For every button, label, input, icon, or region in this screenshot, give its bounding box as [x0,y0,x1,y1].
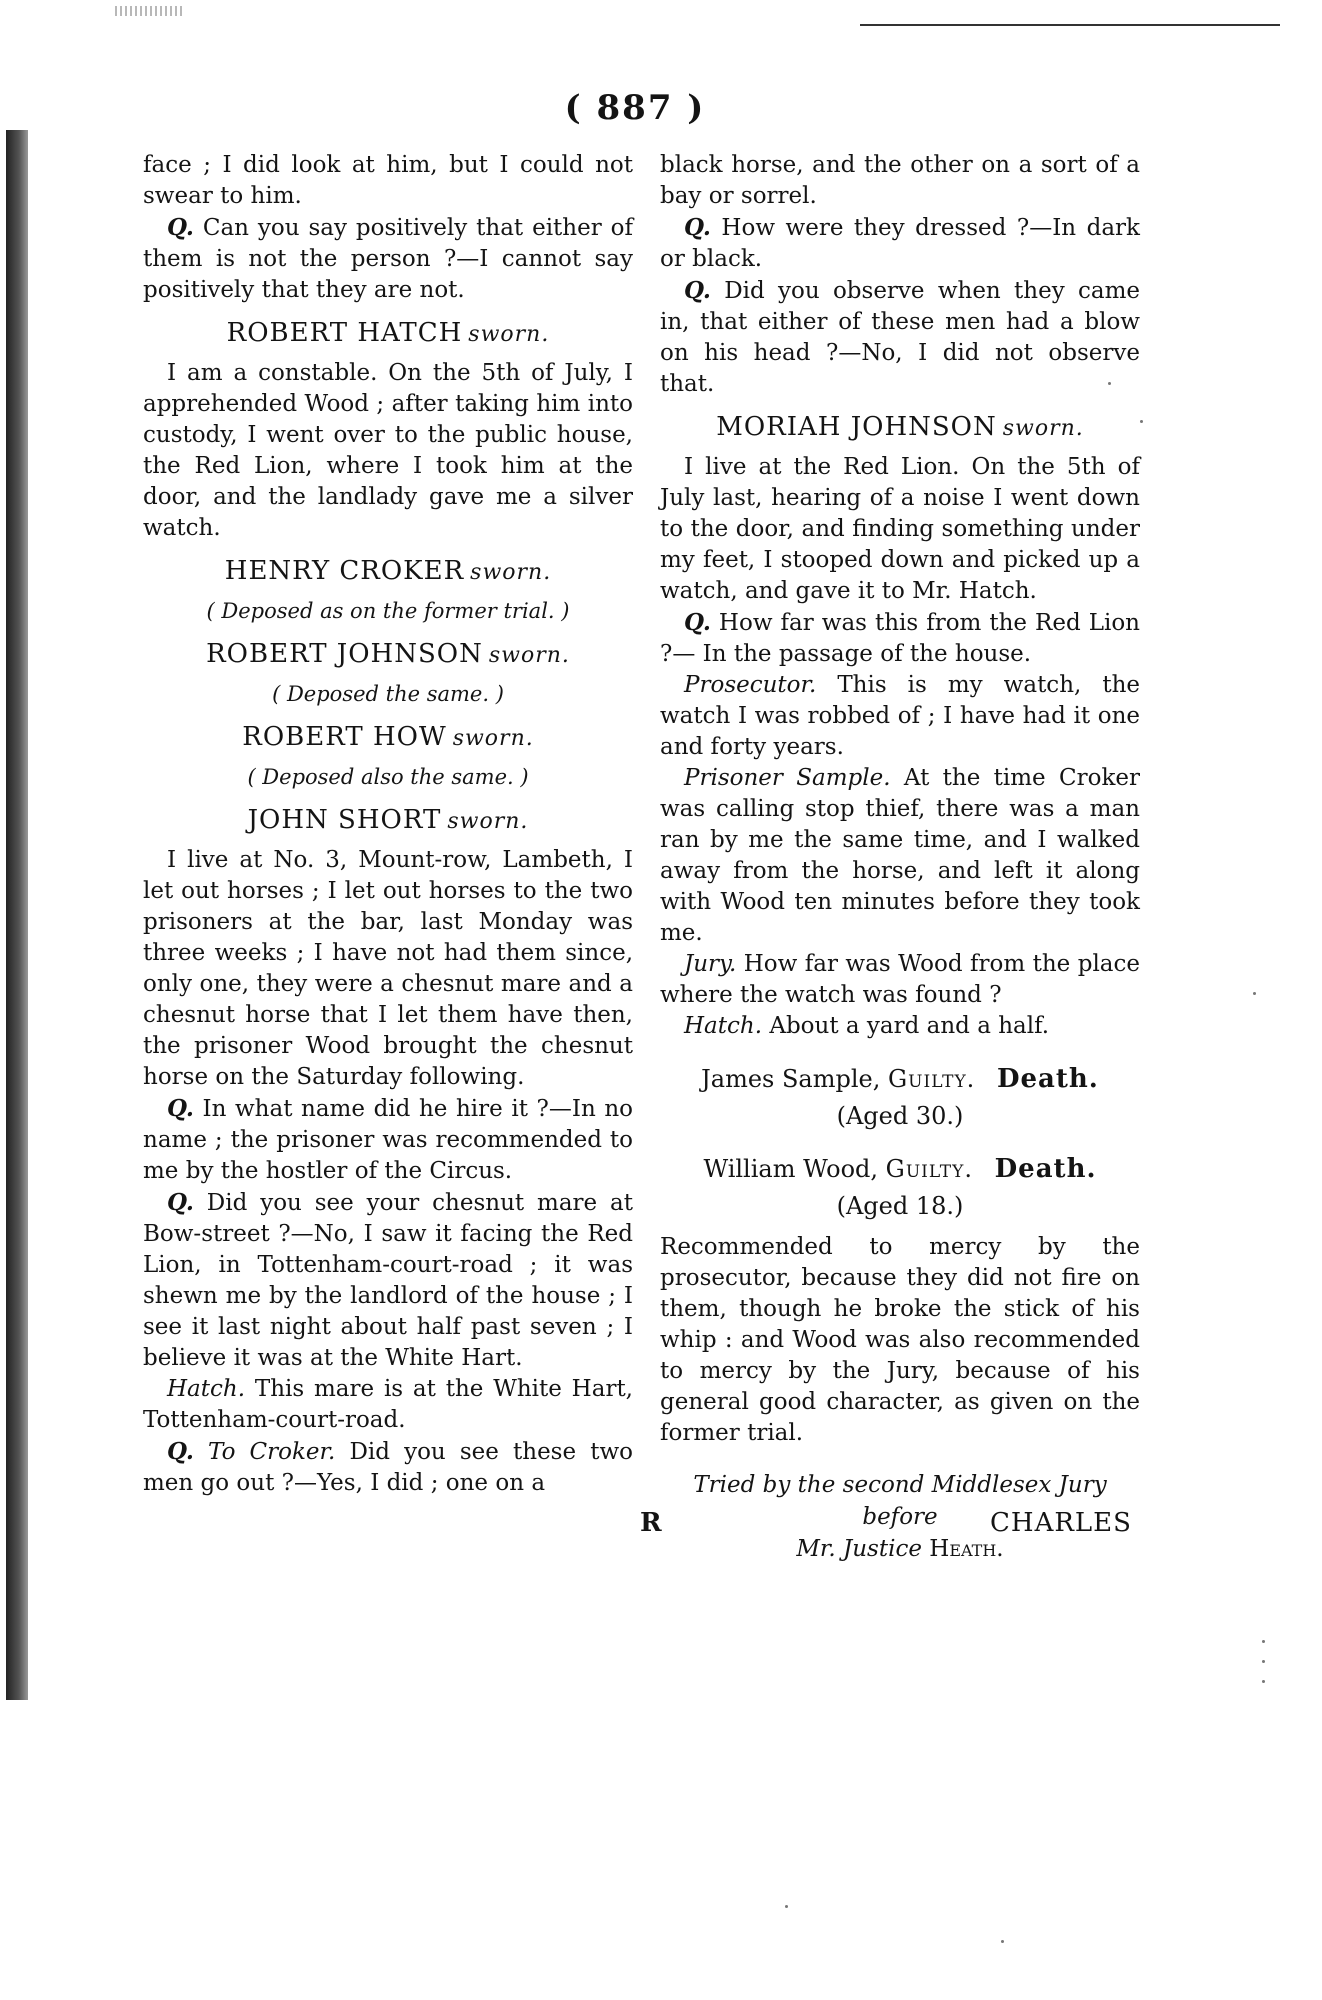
age-note: (Aged 30.) [836,1102,964,1130]
witness-name: HENRY CROKER [224,556,465,586]
paragraph: I am a constable. On the 5th of July, I apprehended Wood ; after taking him into custody, I went over to the public house, the Red Lion, where I took him at the door, and the landlady gave me a silver watch. [143,360,633,541]
paragraph: I live at the Red Lion. On the 5th of July last, hearing of a noise I went down to the door, and finding something under my feet, I stooped down and picked up a watch, and gave it to Mr. Hatch. [660,454,1140,604]
question-marker: Q. [167,214,194,241]
question-marker: Q. [684,277,711,304]
sworn-label: sworn. [488,643,570,668]
paragraph-text: In what name did he hire it ?—In no name ; the prisoner was recommended to me by the hostler of the Circus. [143,1096,634,1184]
sentence-label: Death. [996,1064,1099,1094]
paragraph-text: This mare is at the White Hart, Tottenham-court-road. [143,1376,633,1433]
sworn-label: sworn. [468,322,550,347]
witness-name: ROBERT JOHNSON [206,639,483,669]
age-note: (Aged 18.) [836,1192,964,1220]
witness-heading [143,722,633,754]
paragraph-text: Did you see your chesnut mare at Bow-street ?—No, I saw it facing the Red Lion, in Tottenham-court-road ; it was shewn me by the landlord of the house ; I see it last night about half past seven ; I believe it was at the White Hart. [143,1190,633,1371]
question-marker: Q. [684,609,711,636]
scan-edge-shadow [6,130,28,1700]
paragraph: face ; I did look at him, but I could not swear to him. [143,152,633,209]
deposed-note: ( Deposed as on the former trial. ) [206,599,570,623]
speck [785,1905,788,1908]
deposed-note: ( Deposed also the same. ) [247,765,529,789]
speaker-label: Prisoner Sample. [684,765,891,791]
question-paragraph [660,607,1140,670]
paragraph-text: Did you observe when they came in, that either of these men had a blow on his head ?—No, I did not observe that. [660,278,1140,397]
defendant-name: James Sample, [701,1065,881,1093]
question-marker: Q. [167,1189,194,1216]
question-paragraph [143,1093,633,1187]
trial-note-line: Tried by the second Middlesex Jury before [693,1472,1107,1530]
verdict-line [660,1154,1140,1185]
witness-name: MORIAH JOHNSON [716,412,997,442]
page-number: ( 887 ) [564,88,706,128]
paragraph-text: Did you see these two men go out ?—Yes, I did ; one on a [143,1439,633,1496]
paragraph: black horse, and the other on a sort of a bay or sorrel. [660,152,1140,209]
right-column [660,150,1140,1565]
speaker-paragraph [660,949,1140,1011]
question-paragraph [143,212,633,306]
paragraph-text: How far was this from the Red Lion ?— In the passage of the house. [660,610,1140,667]
speaker-label: Jury. [684,951,737,977]
speaker-paragraph [660,670,1140,763]
speaker-label: Prosecutor. [684,672,817,698]
witness-name: JOHN SHORT [247,805,442,835]
speaker-label: Hatch. [684,1013,763,1039]
sentence-label: Death. [994,1154,1097,1184]
speaker-label: Hatch. [167,1376,246,1402]
paragraph-text: Can you say positively that either of them is not the person ?—I cannot say positively that they are not. [143,215,634,303]
sworn-label: sworn. [470,560,552,585]
sworn-label: sworn. [447,809,529,834]
witness-name: ROBERT HATCH [226,318,463,348]
speck [1140,420,1143,423]
speck [1262,1680,1265,1683]
speck [1262,1660,1265,1663]
deposed-note: ( Deposed the same. ) [272,682,504,706]
question-marker: Q. [167,1095,194,1122]
question-paragraph [660,275,1140,400]
defendant-name: William Wood, [703,1155,879,1183]
guilty-label: Guilty. [888,1065,976,1093]
paragraph-text: At the time Croker was calling stop thief, there was a man ran by me the same time, and I walked away from the horse, and left it along with Wood ten minutes before they took me. [660,765,1140,946]
witness-name: ROBERT HOW [242,722,447,752]
guilty-label: Guilty. [885,1155,973,1183]
question-marker: Q. [684,214,711,241]
speaker-paragraph [660,1011,1140,1042]
speaker-label: To Croker. [208,1439,336,1465]
question-paragraph [660,212,1140,275]
witness-heading [143,318,633,350]
signature-mark: R [640,1508,662,1538]
speck [1108,382,1111,385]
left-column [143,150,633,1499]
speck [1001,1940,1004,1943]
witness-heading [143,639,633,671]
paragraph-text: How far was Wood from the place where the watch was found ? [660,951,1141,1008]
speck [1262,1640,1265,1643]
question-marker: Q. [167,1438,194,1465]
question-paragraph [143,1436,633,1499]
verdict-line [660,1064,1140,1095]
top-rule [860,24,1280,26]
witness-heading [143,556,633,588]
scan-smudge [115,6,185,16]
speaker-paragraph [143,1374,633,1436]
trial-note-line: Mr. Justice [796,1536,922,1562]
paragraph-text: How were they dressed ?—In dark or black. [660,215,1140,272]
paragraph: I live at No. 3, Mount-row, Lambeth, I let out horses ; I let out horses to the two prisoners at the bar, last Monday was three weeks ; I have not had them since, only one, they were a chesnut mare and a chesnut horse that I let them have then, the prisoner Wood brought the chesnut horse on the Saturday following. [143,847,633,1090]
sworn-label: sworn. [1002,416,1084,441]
judge-name: Heath. [929,1536,1004,1562]
catchword: CHARLES [990,1508,1132,1538]
witness-heading [143,805,633,837]
sworn-label: sworn. [452,726,534,751]
speck [1253,992,1256,995]
speaker-paragraph [660,763,1140,949]
paragraph-text: About a yard and a half. [769,1013,1050,1039]
paragraph-text: This is my watch, the watch I was robbed of ; I have had it one and forty years. [660,672,1140,760]
recommendation-paragraph: Recommended to mercy by the prosecutor, because they did not fire on them, though he broke the stick of his whip : and Wood was also recommended to mercy by the Jury, because of his general good character, as given on the former trial. [660,1234,1140,1446]
question-paragraph [143,1187,633,1374]
witness-heading [660,412,1140,444]
